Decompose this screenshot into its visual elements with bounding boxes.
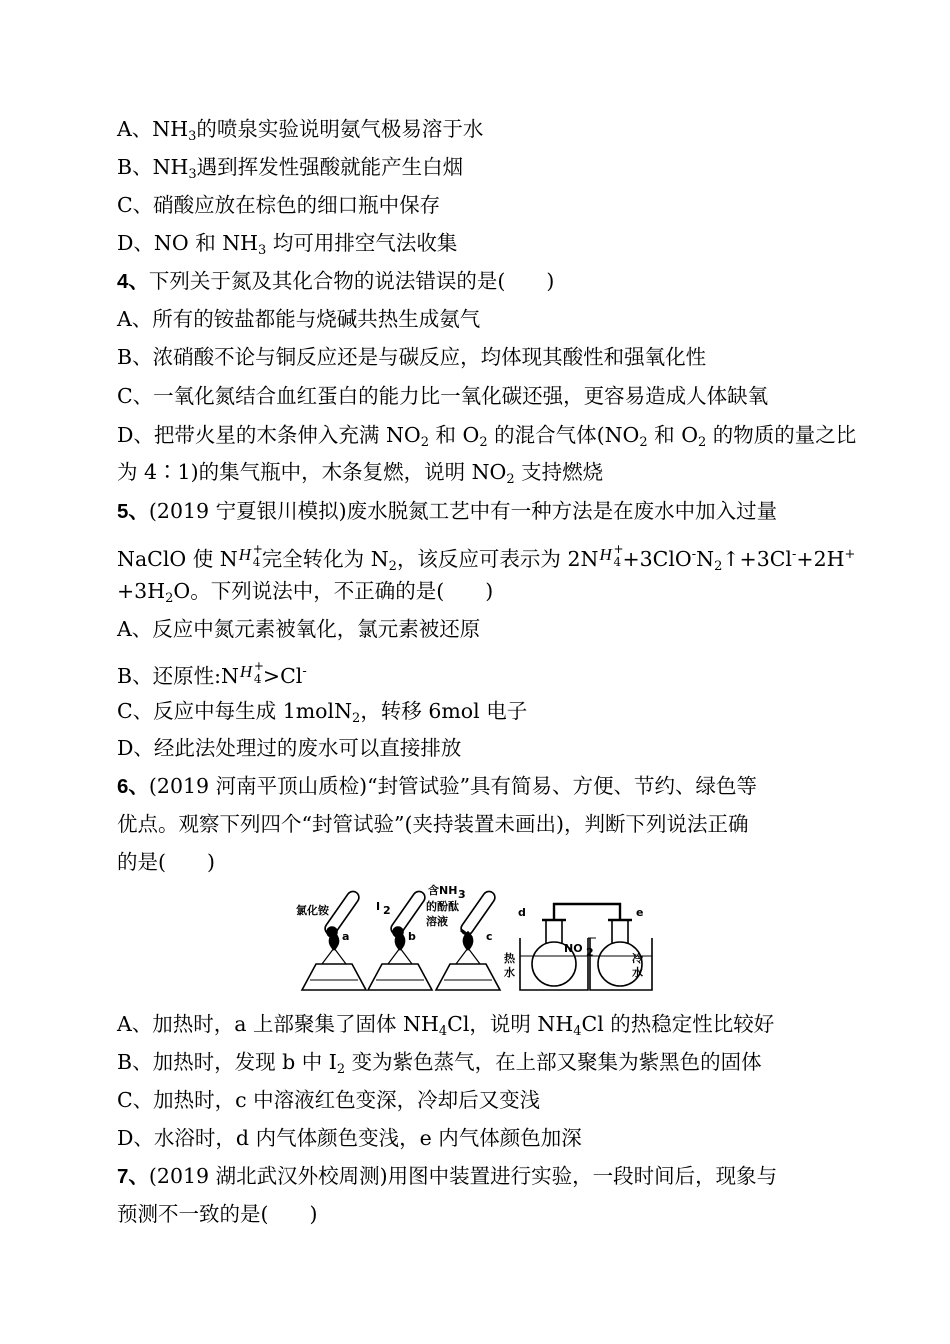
q4-option-d-line1: D、把带火星的木条伸入充满 $NO_2$ 和 $O_2$ 的混合气体($NO_2$ 和 $O_2$ 的物质的量之比 xyxy=(117,423,857,450)
q6-stem-line3: 的是( ) xyxy=(117,850,215,874)
q3-option-a: A、$NH_3$的喷泉实验说明氨气极易溶于水 xyxy=(117,117,484,144)
label-c-line2: 的酚酞 xyxy=(426,900,459,913)
label-i2: I xyxy=(376,900,381,913)
q5-option-b: B、还原性:N H + 4 >Cl- xyxy=(117,659,307,688)
q6-stem-line2: 优点。观察下列四个“封管试验”(夹持装置未画出)，判断下列说法正确 xyxy=(117,812,749,836)
label-nh4cl: 氯化铵 xyxy=(296,904,329,917)
label-e: e xyxy=(636,906,644,919)
q4-option-d-line2: 为 4∶1)的集气瓶中，木条复燃，说明 $NO_2$ 支持燃烧 xyxy=(117,460,604,487)
q6-option-b: B、加热时，发现 b 中 $I_2$ 变为紫色蒸气，在上部又聚集为紫黑色的固体 xyxy=(117,1050,762,1077)
question-number: 7、 xyxy=(117,1165,149,1188)
label-hot-1: 热 xyxy=(504,952,515,965)
q6-option-c: C、加热时，c 中溶液红色变深，冷却后又变浅 xyxy=(117,1088,541,1112)
label-c-line3: 溶液 xyxy=(426,915,448,928)
q5-stem-line2: NaClO 使 N H + 4 完全转化为 $N_2$，该反应可表示为 2N H + 4 $+3ClO^-N_2↑+3Cl^-+2H^+$ xyxy=(117,542,856,574)
q5-option-c: C、反应中每生成 1molN$_2$，转移 6mol 电子 xyxy=(117,699,528,726)
label-d: d xyxy=(518,906,526,919)
q4-option-a: A、所有的铵盐都能与烧碱共热生成氨气 xyxy=(117,307,481,331)
label-cold-1: 冷 xyxy=(632,952,643,965)
q4-option-c: C、一氧化氮结合血红蛋白的能力比一氧化碳还强，更容易造成人体缺氧 xyxy=(117,384,769,408)
sealed-tube-experiment-figure xyxy=(296,880,654,1000)
label-a: a xyxy=(342,930,350,943)
q5-stem-line1: 5、(2019 宁夏银川模拟)废水脱氮工艺中有一种方法是在废水中加入过量 xyxy=(117,499,778,523)
label-b: b xyxy=(408,930,416,943)
q5-option-d: D、经此法处理过的废水可以直接排放 xyxy=(117,736,462,760)
q6-stem-line1: 6、(2019 河南平顶山质检)“封管试验”具有简易、方便、节约、绿色等 xyxy=(117,774,758,798)
question-number: 5、 xyxy=(117,500,149,523)
label-hot-2: 水 xyxy=(504,966,515,979)
q3-option-d: D、NO 和 $NH_3$ 均可用排空气法收集 xyxy=(117,231,458,258)
label-no2: NO xyxy=(564,942,583,955)
q6-option-d: D、水浴时，d 内气体颜色变浅，e 内气体颜色加深 xyxy=(117,1126,582,1150)
ammonium-ion: H + 4 xyxy=(239,659,264,686)
q5-stem-line3: $+3H_2O$。下列说法中，不正确的是( ) xyxy=(117,579,494,606)
q4-stem: 4、下列关于氮及其化合物的说法错误的是( ) xyxy=(117,269,555,293)
q7-stem-line1: 7、(2019 湖北武汉外校周测)用图中装置进行实验，一段时间后，现象与 xyxy=(117,1164,778,1188)
label-c: c xyxy=(486,930,493,943)
label-i2-sub: 2 xyxy=(383,904,391,917)
question-number: 4、 xyxy=(117,270,149,293)
question-number: 6、 xyxy=(117,775,149,798)
q5-option-a: A、反应中氮元素被氧化，氯元素被还原 xyxy=(117,617,481,641)
q7-stem-line2: 预测不一致的是( ) xyxy=(117,1202,318,1226)
q6-option-a: A、加热时，a 上部聚集了固体 $NH_4Cl$，说明 $NH_4Cl$ 的热稳定性比较好 xyxy=(117,1012,775,1039)
q4-option-b: B、浓硝酸不论与铜反应还是与碳反应，均体现其酸性和强氧化性 xyxy=(117,345,707,369)
ammonium-ion: H + 4 xyxy=(599,542,624,569)
label-c-line1: 含NH xyxy=(428,884,458,897)
label-cold-2: 水 xyxy=(632,966,643,979)
label-no2-sub: 2 xyxy=(586,946,594,959)
label-c-line1-sub: 3 xyxy=(458,888,466,901)
ammonium-ion: H + 4 xyxy=(238,542,263,569)
q3-option-c: C、硝酸应放在棕色的细口瓶中保存 xyxy=(117,193,441,217)
q3-option-b: B、$NH_3$遇到挥发性强酸就能产生白烟 xyxy=(117,155,464,182)
